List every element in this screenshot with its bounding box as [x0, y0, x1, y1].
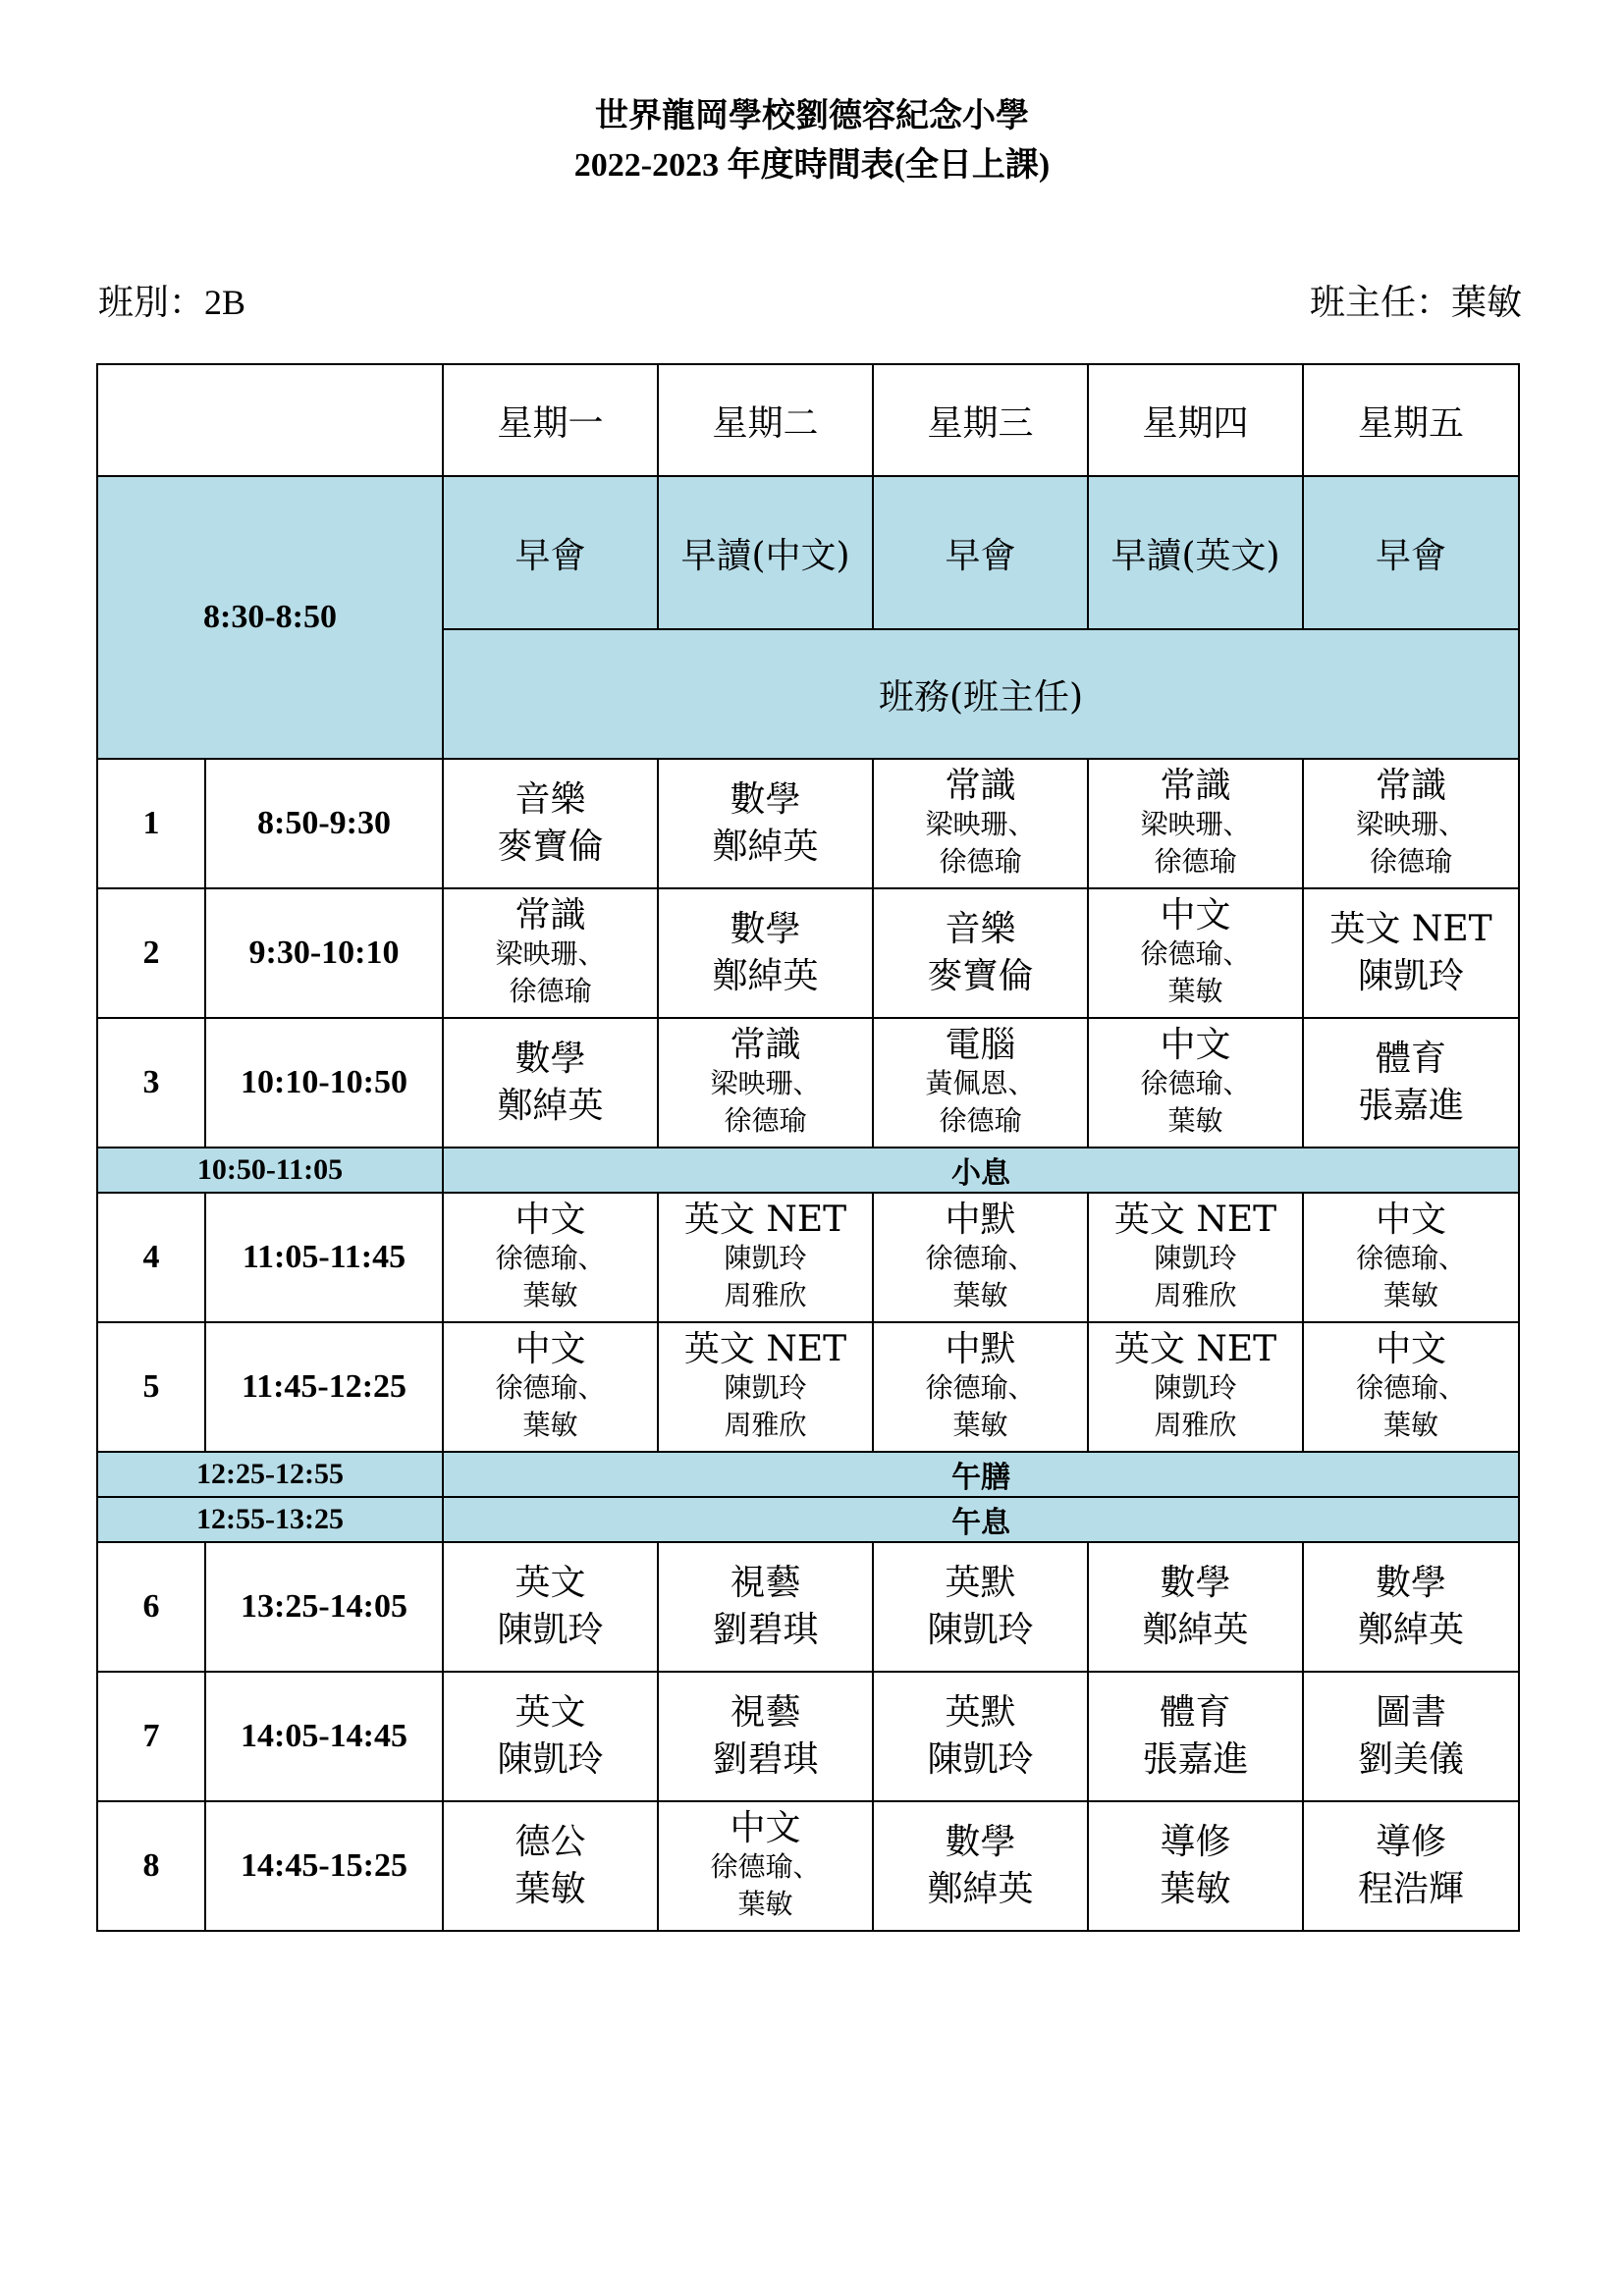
lesson-teacher: 鄭綽英	[1357, 1610, 1464, 1650]
period-time: 14:05-14:45	[205, 1672, 443, 1801]
lesson-teacher: 徐德瑜	[939, 1104, 1022, 1137]
period-time: 13:25-14:05	[205, 1542, 443, 1672]
lesson-cell	[873, 759, 1088, 888]
period-row	[97, 1193, 1519, 1322]
lesson-teacher: 葉敏	[522, 1409, 578, 1441]
lesson-subject: 導修	[1160, 1822, 1231, 1862]
lesson-cell	[658, 759, 873, 888]
lesson-subject: 常識	[1160, 766, 1231, 806]
lesson-teacher: 周雅欣	[724, 1409, 807, 1441]
period-row	[97, 1542, 1519, 1672]
lesson-teacher: 徐德瑜、	[710, 1850, 821, 1883]
lesson-teacher: 徐德瑜	[1154, 845, 1237, 878]
lesson-cell	[658, 1801, 873, 1931]
class-label: 班別：2B	[98, 283, 246, 322]
lesson-subject: 體育	[1375, 1039, 1446, 1079]
lesson-teacher: 葉敏	[952, 1279, 1008, 1311]
period-number: 6	[97, 1542, 205, 1672]
lesson-teacher: 梁映珊、	[710, 1067, 821, 1099]
lesson-teacher: 程浩輝	[1357, 1869, 1464, 1909]
lesson-subject: 體育	[1160, 1692, 1231, 1733]
lesson-cell	[443, 1193, 658, 1322]
lesson-teacher: 徐德瑜	[1369, 845, 1452, 878]
homeroom-cell: 班務(班主任)	[443, 629, 1519, 759]
lesson-subject: 英文 NET	[683, 1200, 847, 1240]
period-time: 11:45-12:25	[205, 1322, 443, 1452]
lesson-subject: 常識	[514, 895, 586, 935]
corner-cell	[97, 364, 443, 476]
period-row	[97, 1672, 1519, 1801]
lesson-subject: 視藝	[730, 1692, 801, 1733]
period-number: 1	[97, 759, 205, 888]
lesson-teacher: 徐德瑜	[939, 845, 1022, 878]
school-name: 世界龍岡學校劉德容紀念小學	[595, 98, 1029, 134]
lesson-teacher: 陳凱玲	[724, 1242, 807, 1274]
period-number: 4	[97, 1193, 205, 1322]
lesson-teacher: 黃佩恩、	[925, 1067, 1036, 1099]
lesson-subject: 英文	[514, 1563, 586, 1603]
lesson-cell	[873, 1801, 1088, 1931]
lesson-cell	[1088, 1018, 1303, 1148]
lesson-cell	[1088, 1193, 1303, 1322]
lesson-cell	[1303, 1193, 1519, 1322]
lesson-subject: 數學	[514, 1039, 586, 1079]
lesson-subject: 常識	[730, 1025, 801, 1065]
lesson-cell	[873, 1322, 1088, 1452]
lesson-subject: 德公	[514, 1822, 586, 1862]
break-time: 10:50-11:05	[97, 1148, 443, 1193]
morning-activity: 早會	[873, 476, 1088, 629]
morning-activity: 早會	[1303, 476, 1519, 629]
lesson-cell	[1088, 759, 1303, 888]
break-time: 12:25-12:55	[97, 1452, 443, 1497]
break-row	[97, 1452, 1519, 1497]
lesson-teacher: 葉敏	[522, 1279, 578, 1311]
lesson-teacher: 梁映珊、	[925, 808, 1036, 840]
lesson-cell	[873, 1018, 1088, 1148]
lesson-cell	[1088, 1672, 1303, 1801]
lesson-subject: 數學	[1160, 1563, 1231, 1603]
lesson-teacher: 周雅欣	[1154, 1409, 1237, 1441]
timetable	[96, 363, 1520, 1932]
lesson-teacher: 陳凱玲	[497, 1739, 604, 1780]
lesson-teacher: 陳凱玲	[927, 1739, 1034, 1780]
lesson-teacher: 梁映珊、	[1140, 808, 1251, 840]
period-number: 8	[97, 1801, 205, 1931]
lesson-subject: 中默	[945, 1200, 1016, 1240]
lesson-subject: 數學	[730, 779, 801, 820]
lesson-subject: 常識	[945, 766, 1016, 806]
day-header: 星期四	[1088, 364, 1303, 476]
lesson-cell	[658, 1542, 873, 1672]
lesson-subject: 中文	[514, 1200, 586, 1240]
period-number: 3	[97, 1018, 205, 1148]
lesson-subject: 英文 NET	[1113, 1329, 1277, 1369]
break-time: 12:55-13:25	[97, 1497, 443, 1542]
lesson-cell	[443, 759, 658, 888]
lesson-cell	[1088, 888, 1303, 1018]
lesson-teacher: 徐德瑜	[724, 1104, 807, 1137]
lesson-cell	[443, 1018, 658, 1148]
lesson-cell	[443, 1801, 658, 1931]
lesson-cell	[1303, 1672, 1519, 1801]
lesson-teacher: 陳凱玲	[724, 1371, 807, 1404]
lesson-teacher: 鄭綽英	[497, 1086, 604, 1126]
lesson-subject: 中默	[945, 1329, 1016, 1369]
period-number: 7	[97, 1672, 205, 1801]
lesson-teacher: 陳凱玲	[1154, 1242, 1237, 1274]
lesson-subject: 音樂	[945, 909, 1016, 949]
lesson-teacher: 徐德瑜、	[1140, 1067, 1251, 1099]
lesson-teacher: 陳凱玲	[927, 1610, 1034, 1650]
lesson-teacher: 周雅欣	[724, 1279, 807, 1311]
lesson-subject: 中文	[730, 1808, 801, 1848]
period-time: 11:05-11:45	[205, 1193, 443, 1322]
lesson-teacher: 陳凱玲	[1357, 956, 1464, 996]
lesson-teacher: 梁映珊、	[495, 937, 606, 970]
day-header: 星期五	[1303, 364, 1519, 476]
lesson-cell	[658, 1193, 873, 1322]
header-row	[97, 364, 1519, 476]
lesson-teacher: 鄭綽英	[1142, 1610, 1249, 1650]
lesson-subject: 數學	[730, 909, 801, 949]
lesson-subject: 視藝	[730, 1563, 801, 1603]
break-row	[97, 1148, 1519, 1193]
morning-activity: 早會	[443, 476, 658, 629]
lesson-cell	[1303, 1542, 1519, 1672]
lesson-teacher: 劉美儀	[1357, 1739, 1464, 1780]
class-teacher-label: 班主任：葉敏	[1309, 283, 1522, 322]
morning-activity: 早讀(英文)	[1088, 476, 1303, 629]
period-row	[97, 1801, 1519, 1931]
lesson-cell	[873, 1193, 1088, 1322]
lesson-teacher: 鄭綽英	[712, 827, 819, 867]
lesson-subject: 英文	[514, 1692, 586, 1733]
lesson-subject: 數學	[1375, 1563, 1446, 1603]
morning-activity: 早讀(中文)	[658, 476, 873, 629]
lesson-cell	[873, 888, 1088, 1018]
lesson-subject: 中文	[514, 1329, 586, 1369]
lesson-cell	[443, 1672, 658, 1801]
lesson-subject: 導修	[1375, 1822, 1446, 1862]
lesson-cell	[1303, 1801, 1519, 1931]
lesson-teacher: 徐德瑜、	[1140, 937, 1251, 970]
lesson-teacher: 鄭綽英	[712, 956, 819, 996]
break-label: 午膳	[443, 1452, 1519, 1497]
lesson-teacher: 鄭綽英	[927, 1869, 1034, 1909]
lesson-cell	[658, 1018, 873, 1148]
break-label: 小息	[443, 1148, 1519, 1193]
period-time: 9:30-10:10	[205, 888, 443, 1018]
lesson-teacher: 劉碧琪	[712, 1739, 819, 1780]
lesson-subject: 中文	[1160, 895, 1231, 935]
period-row	[97, 888, 1519, 1018]
period-time: 10:10-10:50	[205, 1018, 443, 1148]
period-row	[97, 1322, 1519, 1452]
morning-time: 8:30-8:50	[97, 476, 443, 759]
lesson-cell	[658, 888, 873, 1018]
lesson-teacher: 陳凱玲	[1154, 1371, 1237, 1404]
lesson-teacher: 葉敏	[1382, 1279, 1438, 1311]
lesson-teacher: 陳凱玲	[497, 1610, 604, 1650]
lesson-subject: 音樂	[514, 779, 586, 820]
lesson-cell	[873, 1542, 1088, 1672]
period-number: 5	[97, 1322, 205, 1452]
lesson-subject: 英默	[945, 1692, 1016, 1733]
period-time: 8:50-9:30	[205, 759, 443, 888]
lesson-cell	[1088, 1801, 1303, 1931]
lesson-subject: 英默	[945, 1563, 1016, 1603]
lesson-cell	[1303, 888, 1519, 1018]
timetable-title: 2022-2023 年度時間表(全日上課)	[573, 147, 1051, 184]
day-header: 星期一	[443, 364, 658, 476]
period-row	[97, 1018, 1519, 1148]
lesson-cell	[1088, 1542, 1303, 1672]
lesson-teacher: 徐德瑜、	[1355, 1242, 1466, 1274]
lesson-teacher: 張嘉進	[1357, 1086, 1464, 1126]
lesson-cell	[1088, 1322, 1303, 1452]
lesson-teacher: 徐德瑜、	[925, 1242, 1036, 1274]
period-number: 2	[97, 888, 205, 1018]
lesson-cell	[1303, 759, 1519, 888]
lesson-teacher: 葉敏	[1160, 1869, 1231, 1909]
lesson-teacher: 徐德瑜、	[495, 1371, 606, 1404]
lesson-subject: 英文 NET	[1113, 1200, 1277, 1240]
period-time: 14:45-15:25	[205, 1801, 443, 1931]
lesson-teacher: 張嘉進	[1142, 1739, 1249, 1780]
lesson-teacher: 周雅欣	[1154, 1279, 1237, 1311]
lesson-teacher: 麥寶倫	[927, 956, 1034, 996]
lesson-teacher: 葉敏	[514, 1869, 586, 1909]
lesson-teacher: 梁映珊、	[1355, 808, 1466, 840]
lesson-subject: 圖書	[1375, 1692, 1446, 1733]
break-row	[97, 1497, 1519, 1542]
lesson-subject: 電腦	[945, 1025, 1016, 1065]
lesson-teacher: 葉敏	[1167, 975, 1223, 1007]
lesson-teacher: 葉敏	[737, 1888, 793, 1920]
lesson-teacher: 徐德瑜	[509, 975, 592, 1007]
lesson-teacher: 葉敏	[952, 1409, 1008, 1441]
lesson-cell	[658, 1672, 873, 1801]
break-label: 午息	[443, 1497, 1519, 1542]
lesson-subject: 常識	[1375, 766, 1446, 806]
lesson-subject: 中文	[1160, 1025, 1231, 1065]
day-header: 星期三	[873, 364, 1088, 476]
lesson-teacher: 葉敏	[1167, 1104, 1223, 1137]
lesson-cell	[443, 888, 658, 1018]
lesson-subject: 數學	[945, 1822, 1016, 1862]
lesson-teacher: 劉碧琪	[712, 1610, 819, 1650]
lesson-cell	[873, 1672, 1088, 1801]
lesson-subject: 中文	[1375, 1329, 1446, 1369]
lesson-teacher: 葉敏	[1382, 1409, 1438, 1441]
lesson-teacher: 徐德瑜、	[925, 1371, 1036, 1404]
lesson-cell	[443, 1322, 658, 1452]
lesson-cell	[658, 1322, 873, 1452]
lesson-teacher: 麥寶倫	[497, 827, 604, 867]
period-row	[97, 759, 1519, 888]
lesson-cell	[1303, 1322, 1519, 1452]
morning-row	[97, 476, 1519, 629]
lesson-subject: 英文 NET	[1329, 909, 1492, 949]
lesson-cell	[1303, 1018, 1519, 1148]
lesson-subject: 英文 NET	[683, 1329, 847, 1369]
lesson-teacher: 徐德瑜、	[495, 1242, 606, 1274]
lesson-teacher: 徐德瑜、	[1355, 1371, 1466, 1404]
lesson-subject: 中文	[1375, 1200, 1446, 1240]
lesson-cell	[443, 1542, 658, 1672]
day-header: 星期二	[658, 364, 873, 476]
